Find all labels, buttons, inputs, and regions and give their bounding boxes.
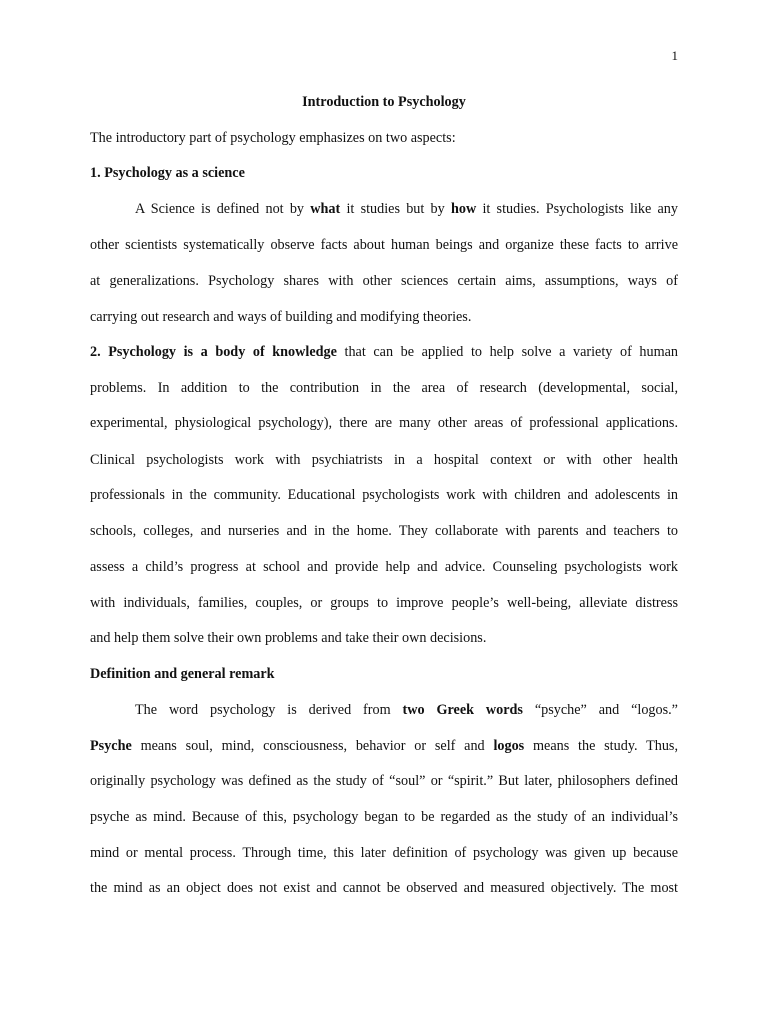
intro-line: The introductory part of psychology emphasizes on two aspects: [90, 130, 456, 146]
paragraph-2-line-3: experimental, physiological psychology), there are many other areas of professional applications. [90, 415, 678, 431]
paragraph-2-line-4: Clinical psychologists work with psychiatrists in a hospital context or with other health [90, 452, 678, 468]
paragraph-3-line-6: the mind as an object does not exist and cannot be observed and measured objectively. The most [90, 880, 678, 896]
paragraph-2-line-1: 2. Psychology is a body of knowledge that can be applied to help solve a variety of human [90, 344, 678, 360]
section-heading-science: 1. Psychology as a science [90, 165, 245, 181]
paragraph-3-line-2: Psyche means soul, mind, consciousness, behavior or self and logos means the study. Thus, [90, 738, 678, 754]
paragraph-3-line-1: The word psychology is derived from two Greek words “psyche” and “logos.” [135, 702, 678, 718]
paragraph-2-line-2: problems. In addition to the contribution in the area of research (developmental, social, [90, 380, 678, 396]
paragraph-1-line-2: other scientists systematically observe facts about human beings and organize these facts to arrive [90, 237, 678, 253]
paragraph-2-line-6: schools, colleges, and nurseries and in the home. They collaborate with parents and teachers to [90, 523, 678, 539]
paragraph-2-line-5: professionals in the community. Educational psychologists work with children and adolescents in [90, 487, 678, 503]
document-title: Introduction to Psychology [302, 94, 466, 110]
paragraph-1-line-4: carrying out research and ways of building and modifying theories. [90, 309, 472, 325]
paragraph-3-line-5: mind or mental process. Through time, this later definition of psychology was given up because [90, 845, 678, 861]
paragraph-2-line-9: and help them solve their own problems and take their own decisions. [90, 630, 487, 646]
paragraph-3-line-3: originally psychology was defined as the study of “soul” or “spirit.” But later, philosophers defined [90, 773, 678, 789]
paragraph-1-line-1: A Science is defined not by what it studies but by how it studies. Psychologists like any [135, 201, 678, 217]
paragraph-3-line-4: psyche as mind. Because of this, psychology began to be regarded as the study of an individual’s [90, 809, 678, 825]
paragraph-2-line-7: assess a child’s progress at school and provide help and advice. Counseling psychologists work [90, 559, 678, 575]
paragraph-2-line-8: with individuals, families, couples, or groups to improve people’s well-being, alleviate distress [90, 595, 678, 611]
section-heading-definition: Definition and general remark [90, 666, 275, 682]
page-number: 1 [671, 48, 678, 63]
paragraph-1-line-3: at generalizations. Psychology shares with other sciences certain aims, assumptions, ways of [90, 273, 678, 289]
